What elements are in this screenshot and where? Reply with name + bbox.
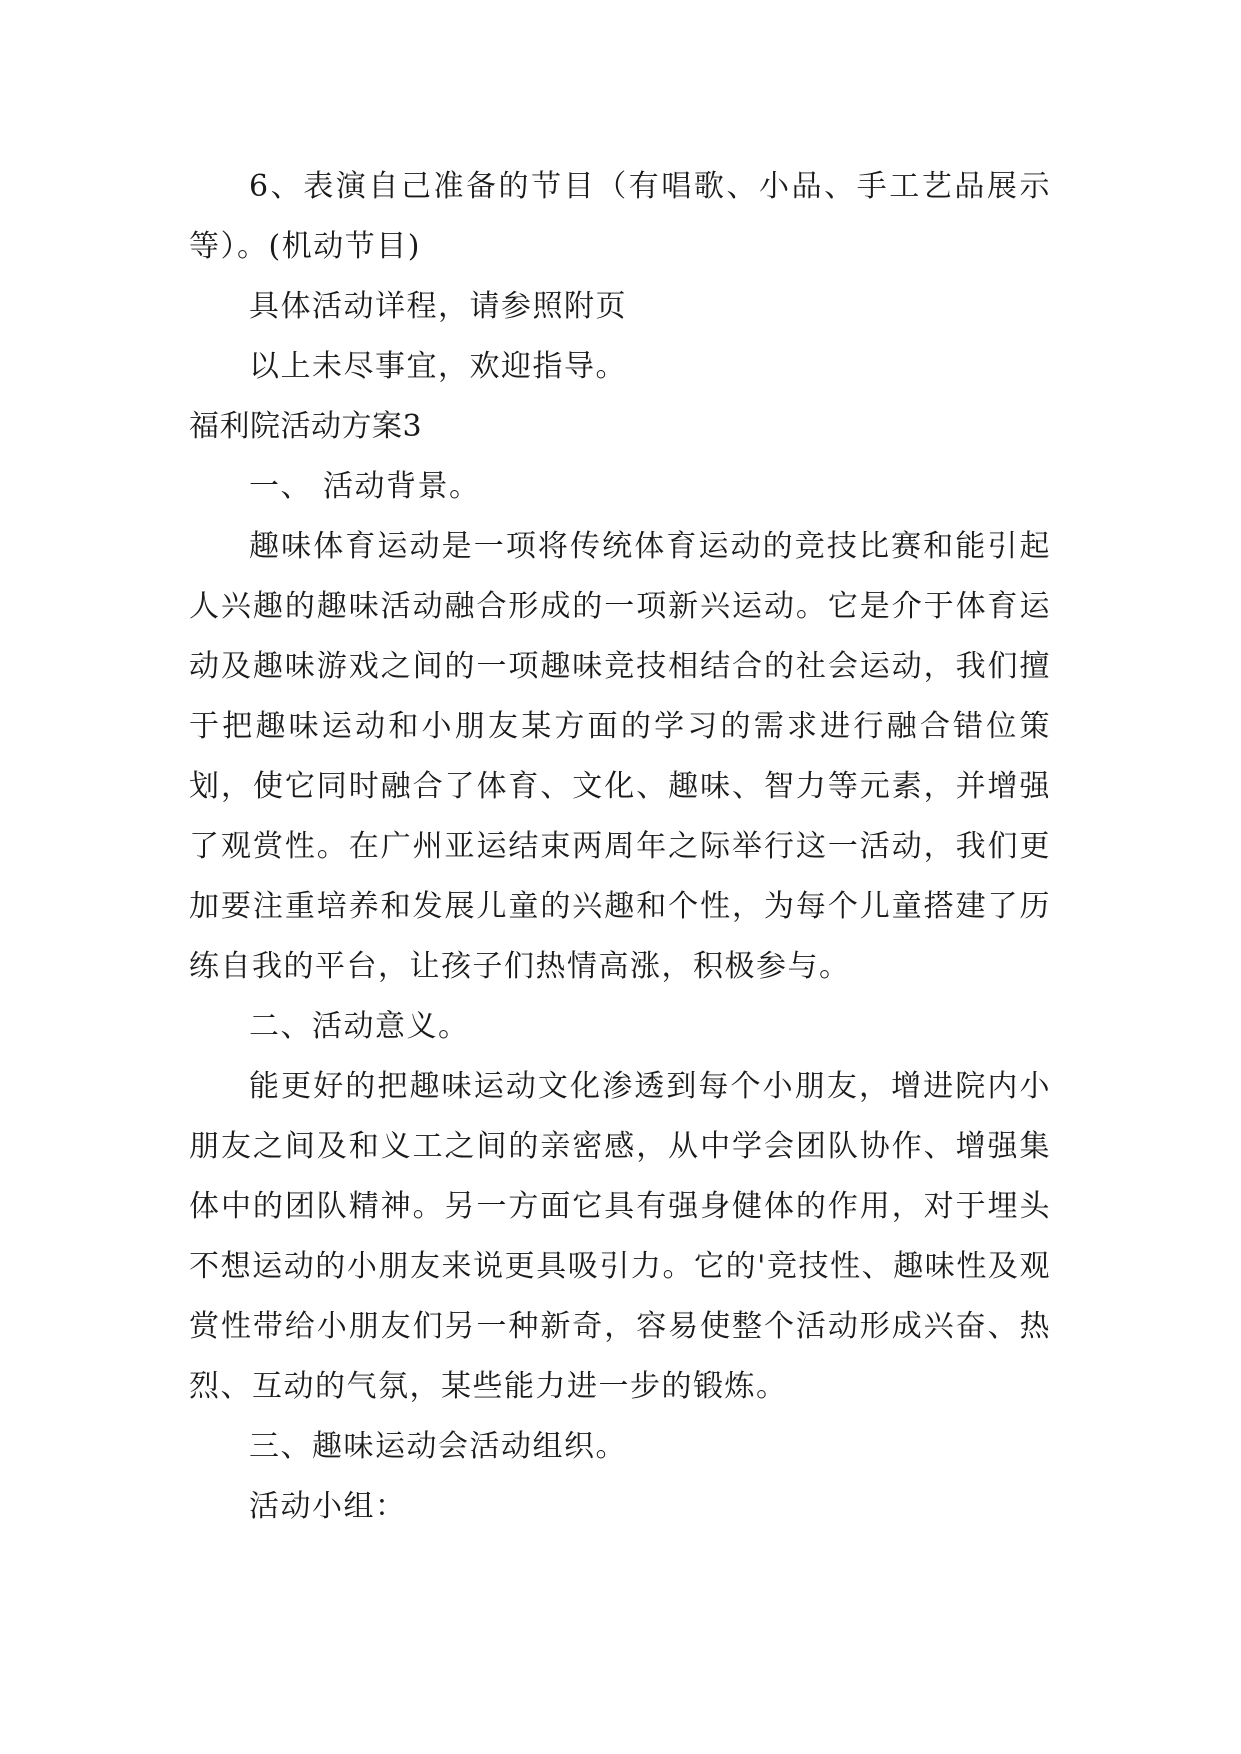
subheading-organization: 三、趣味运动会活动组织。: [249, 1429, 627, 1464]
paragraph-closing-note: 以上未尽事宜，欢迎指导。: [249, 349, 627, 384]
paragraph-significance: 能更好的把趣味运动文化渗透到每个小朋友，增进院内小朋友之间及和义工之间的亲密感，从中学会团队协作、增强集体中的团队精神。另一方面它具有强身健体的作用，对于埋头不想运动的小朋友来说更具吸引力。它的'竞技性、趣味性及观赏性带给小朋友们另一种新奇，容易使整个活动形成兴奋、热烈、互动的气氛，某些能力进一步的锻炼。: [189, 1069, 1051, 1404]
paragraph-background: 趣味体育运动是一项将传统体育运动的竞技比赛和能引起人兴趣的趣味活动融合形成的一项新兴运动。它是介于体育运动及趣味游戏之间的一项趣味竞技相结合的社会运动，我们擅于把趣味运动和小朋友某方面的学习的需求进行融合错位策划，使它同时融合了体育、文化、趣味、智力等元素，并增强了观赏性。在广州亚运结束两周年之际举行这一活动，我们更加要注重培养和发展儿童的兴趣和个性，为每个儿童搭建了历练自我的平台，让孩子们热情高涨，积极参与。: [189, 529, 1051, 984]
paragraph-activity-group: 活动小组：: [249, 1489, 407, 1524]
section-heading-plan-3: 福利院活动方案3: [189, 409, 423, 444]
subheading-background: 一、 活动背景。: [249, 469, 481, 504]
paragraph-schedule-note: 具体活动详程，请参照附页: [249, 289, 627, 324]
document-body: [189, 157, 1051, 1537]
paragraph-program-item-6: 6、表演自己准备的节目（有唱歌、小品、手工艺品展示等）。(机动节目): [189, 169, 1051, 264]
subheading-significance: 二、活动意义。: [249, 1009, 470, 1044]
